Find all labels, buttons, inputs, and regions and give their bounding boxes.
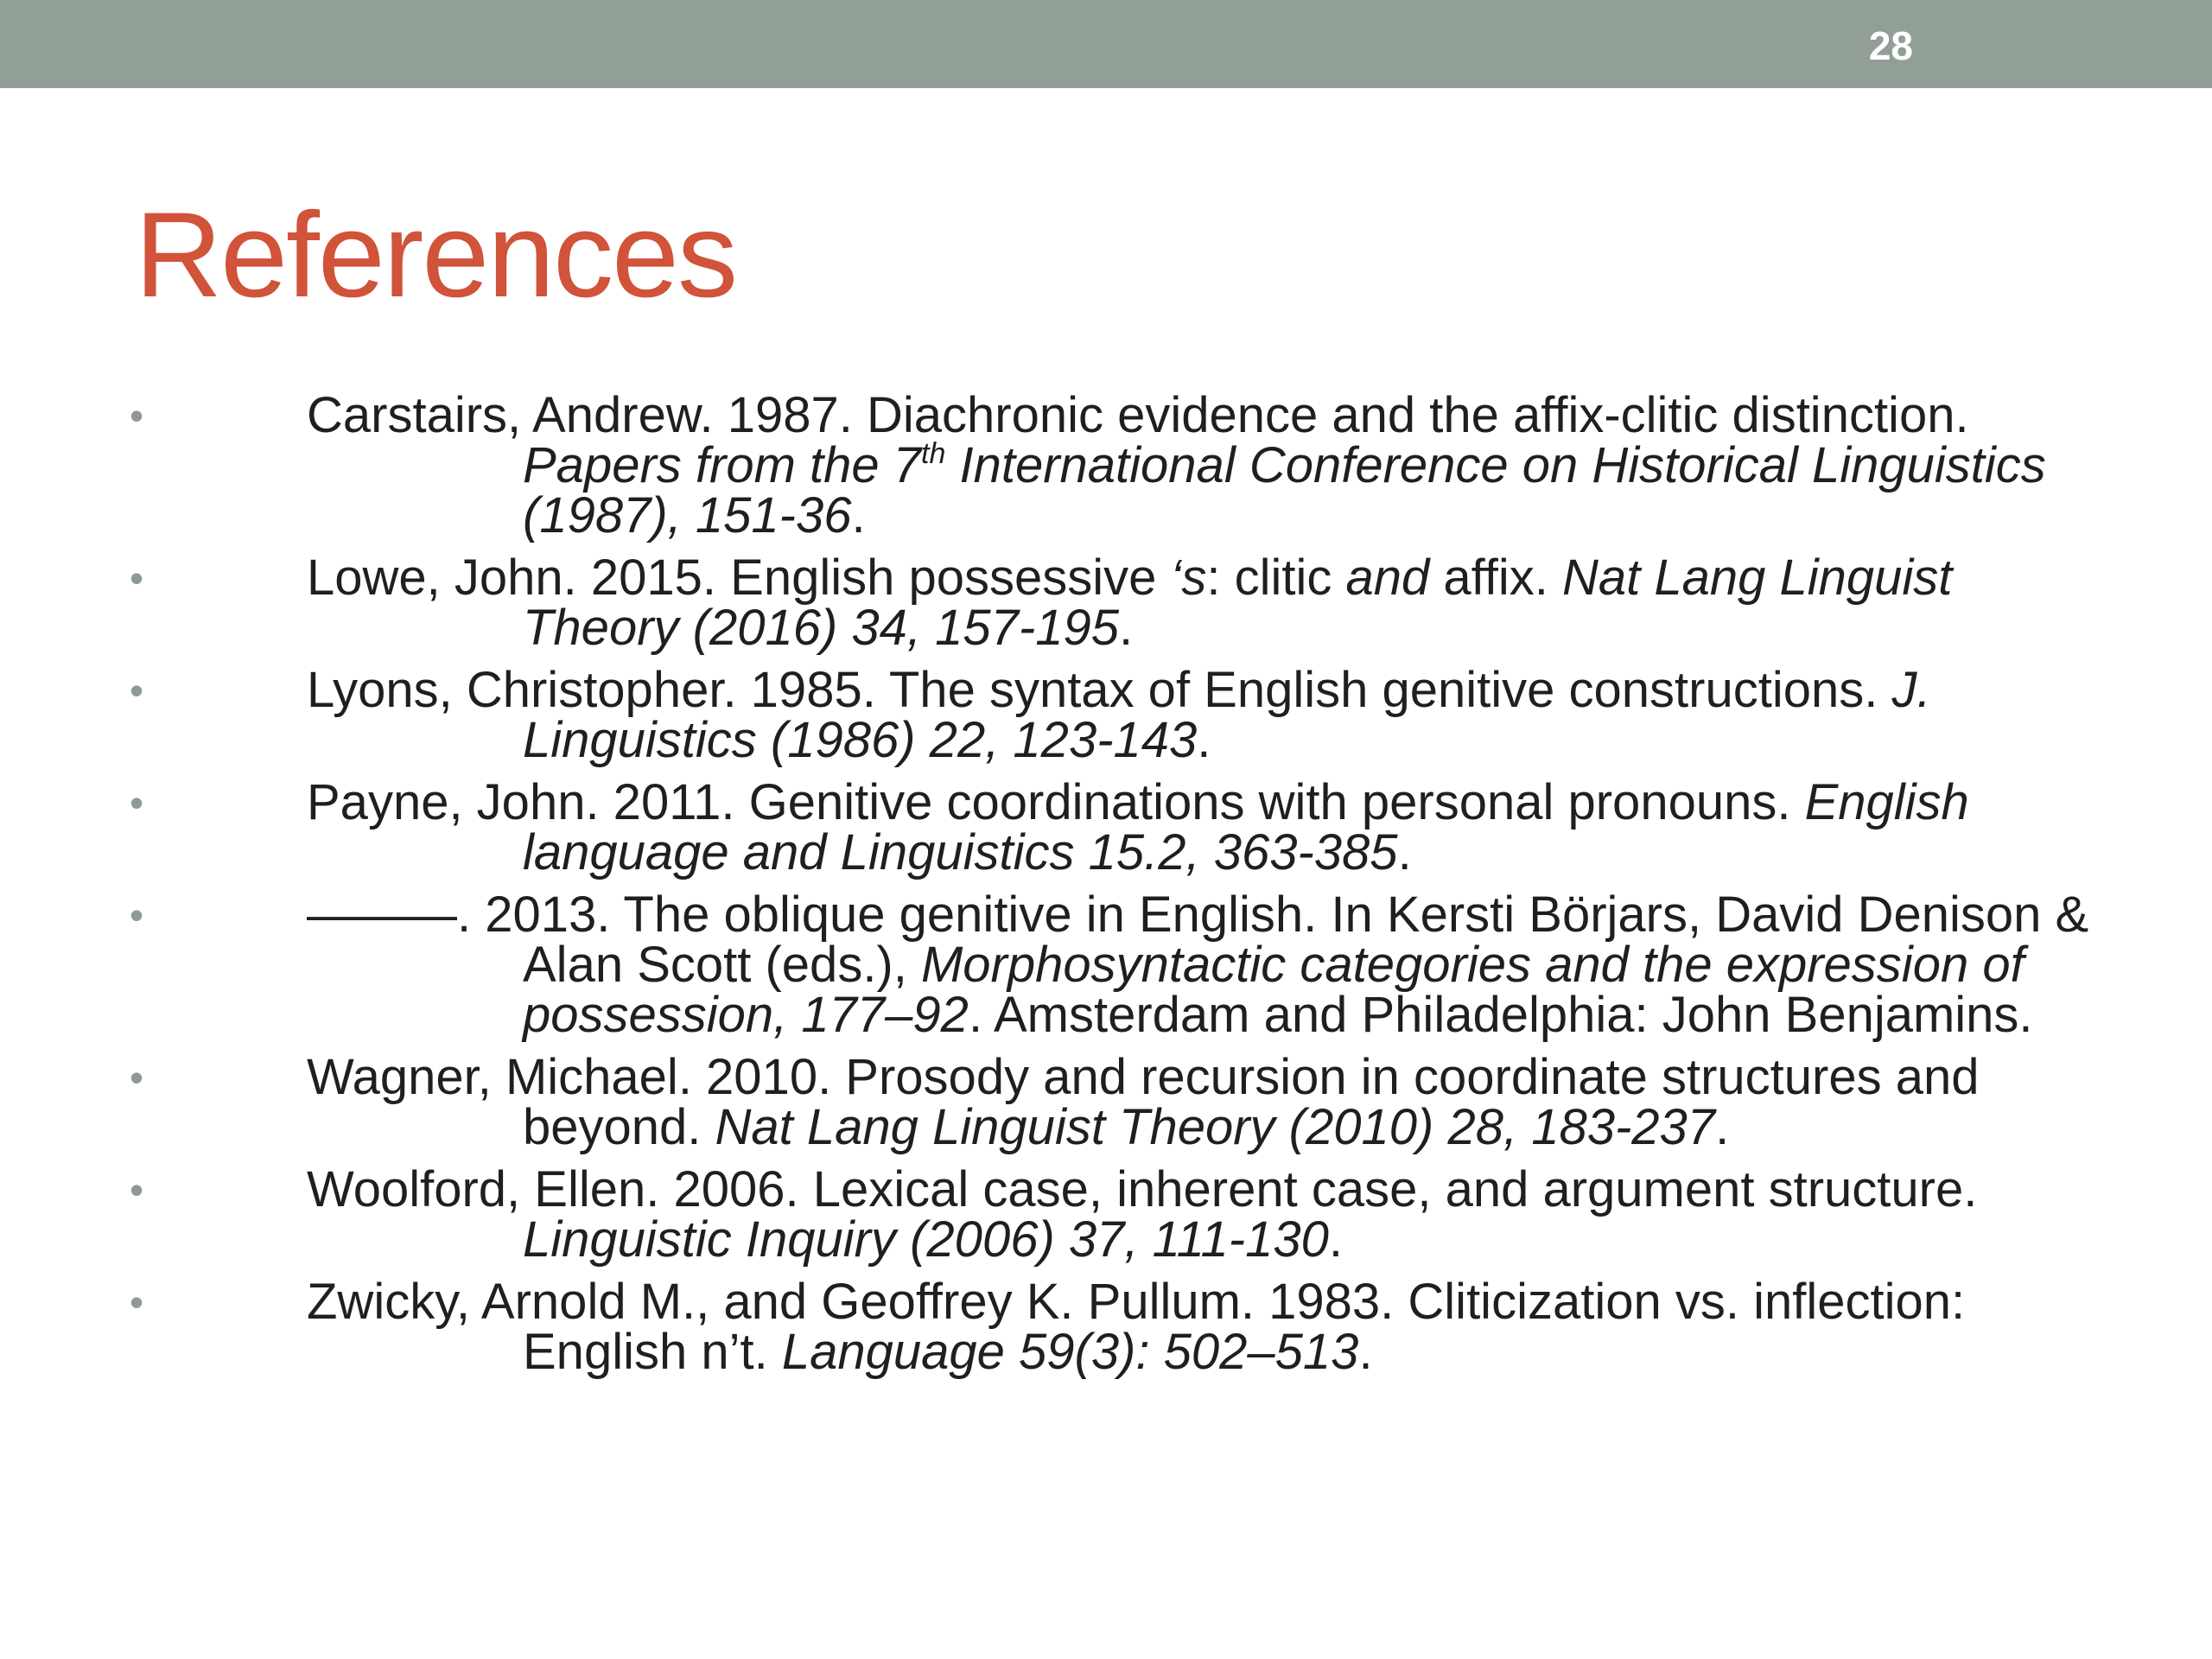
reference-item	[130, 774, 2091, 880]
slide-number: 28	[1868, 23, 1913, 68]
reference-text: affix.	[1429, 550, 1562, 606]
reference-list	[130, 387, 2091, 1389]
bullet-dot-icon: •	[130, 1280, 144, 1325]
reference-item	[130, 662, 2091, 768]
bullet-dot-icon: •	[130, 1055, 144, 1100]
reference-text: ———. 2013. The oblique genitive in English. In Kersti Börjars, David Denison & Alan Scott (eds.),	[307, 887, 2089, 993]
bullet-dot-icon: •	[130, 780, 144, 825]
header-bar	[0, 0, 2212, 88]
reference-text: .	[1397, 824, 1412, 880]
reference-text: Lyons, Christopher. 1985. The syntax of English genitive constructions.	[307, 662, 1892, 718]
reference-item	[130, 1049, 2091, 1155]
reference-text: Lowe, John. 2015. English possessive	[307, 550, 1171, 606]
reference-text: Wagner, Michael. 2010. Prosody and recursion in coordinate structures and beyond.	[307, 1049, 1980, 1155]
reference-text: .	[1197, 712, 1211, 768]
reference-text: .	[1328, 1211, 1343, 1268]
reference-text: . Amsterdam and Philadelphia: John Benjamins.	[968, 987, 2033, 1043]
reference-italic-text: Papers from the 7	[523, 437, 921, 493]
reference-italic-text: International Conference on Historical Linguistics (1987), 151-36	[523, 437, 2046, 543]
reference-italic-text: ‘s	[1170, 550, 1207, 606]
reference-text: .	[851, 487, 866, 543]
reference-italic-text: J. Linguistics (1986) 22, 123-143	[523, 662, 1931, 768]
reference-italic-text: Language 59(3): 502–513	[781, 1324, 1359, 1380]
reference-italic-text: Morphosyntactic categories and the expression of possession, 177–92	[523, 937, 2024, 1043]
reference-text: .	[1715, 1099, 1730, 1155]
reference-text: : clitic	[1206, 550, 1346, 606]
bullet-dot-icon: •	[130, 393, 144, 438]
reference-item	[130, 1274, 2091, 1380]
reference-item	[130, 887, 2091, 1043]
reference-italic-text: Nat Lang Linguist Theory (2010) 28, 183-237	[715, 1099, 1716, 1155]
reference-text: .	[1358, 1324, 1373, 1380]
reference-italic-text: Nat Lang Linguist Theory (2016) 34, 157-195	[523, 550, 1953, 656]
bullet-dot-icon: •	[130, 893, 144, 938]
bullet-dot-icon: •	[130, 556, 144, 601]
reference-item	[130, 1161, 2091, 1268]
slide-title: References	[135, 187, 736, 322]
reference-italic-text: and	[1345, 550, 1430, 606]
bullet-dot-icon: •	[130, 668, 144, 713]
reference-italic-text: Linguistic Inquiry (2006) 37, 111-130	[523, 1211, 1329, 1268]
reference-italic-text: English language and Linguistics 15.2, 363-385	[523, 774, 1969, 880]
reference-item	[130, 387, 2091, 543]
reference-text: Woolford, Ellen. 2006. Lexical case, inherent case, and argument structure.	[307, 1161, 1978, 1217]
reference-item	[130, 550, 2091, 656]
reference-text: .	[1119, 600, 1134, 656]
reference-italic-text: th	[921, 437, 946, 470]
reference-text: Zwicky, Arnold M., and Geoffrey K. Pullum. 1983. Cliticization vs. inflection: English n’t.	[307, 1274, 1966, 1380]
reference-text: Payne, John. 2011. Genitive coordinations with personal pronouns.	[307, 774, 1805, 830]
bullet-dot-icon: •	[130, 1167, 144, 1212]
reference-text: Carstairs, Andrew. 1987. Diachronic evidence and the affix-clitic distinction.	[307, 387, 1969, 443]
